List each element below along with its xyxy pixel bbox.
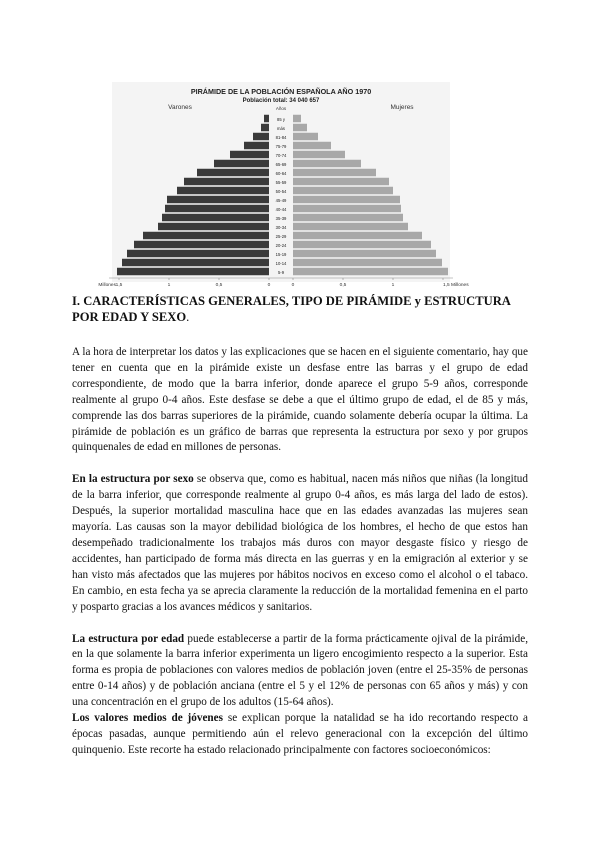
female-bar-30-34 <box>293 214 403 222</box>
chart-title: PIRÁMIDE DE LA POBLACIÓN ESPAÑOLA AÑO 1970 <box>190 87 372 96</box>
female-bar-0-4 <box>293 268 448 276</box>
pyramid-svg <box>98 82 469 288</box>
male-bar-25-29 <box>158 223 269 231</box>
paragraph-youth-values <box>72 711 528 759</box>
age-label: 15-19 <box>275 251 287 257</box>
age-label: más <box>277 125 285 131</box>
age-label: 30-34 <box>275 224 287 230</box>
age-structure-text: puede establecerse a partir de la forma prácticamente ojival de la pirámide, en la que solamente la barra inferior experimenta un ligero encogimiento respecto a la superior. Esta forma es propia de poblaciones con valores medios de población joven (entre el 25-35% de personas entre 0-14 años) y de población anciana (entre el 5 y el 12% de personas con 65 años y más) y con una concentración en el grupo de los adultos (15-64 años). <box>72 632 528 709</box>
male-bar-20-24 <box>143 232 269 240</box>
age-label: 5-9 <box>277 269 285 275</box>
x-tick-label: 0 <box>267 283 271 288</box>
x-tick-label: 1,5 Millones <box>443 283 469 288</box>
male-bar-65-69 <box>230 151 269 159</box>
female-bar-10-14 <box>293 250 436 258</box>
sex-structure-text: se observa que, como es habitual, nacen más niños que niñas (la longitud de la barra inferior, que corresponde realmente al grupo 0-4 años, es más larga del lado de estos). Después, la superior mortalidad masculina hace que en las edades avanzadas las mujeres sean mayoría. Las causas son la mayor debilidad biológica de los hombres, el hecho de que estos han desempeñado tradicionalmente los trabajos más duros con mayor desgaste físico y riesgo de accidentes, han participado de forma más directa en las guerras y en la emigración al exterior y se han visto más afectados que las mujeres por hábitos nocivos en exceso como el alcohol o el tabaco. En cambio, en esta fecha ya se aprecia claramente la reducción de la mortalidad femenina en el parto y posparto gracias a los avances médicos y sanitarios. <box>72 473 528 613</box>
population-pyramid-chart <box>98 82 469 288</box>
heading-end: . <box>186 310 190 324</box>
female-bar-25-29 <box>293 223 408 231</box>
sex-structure-lead: En la estructura por sexo <box>72 473 194 486</box>
years-header: Años <box>275 106 287 111</box>
heading-text: I. CARACTERÍSTICAS GENERALES, TIPO DE PIRÁMIDE y ESTRUCTURA POR EDAD Y SEXO <box>72 294 511 324</box>
male-bar-75-79 <box>253 133 269 141</box>
x-tick-label: 0,5 <box>215 283 223 288</box>
female-bar-60-64 <box>293 160 361 168</box>
age-label: 85 y <box>277 116 285 122</box>
male-bar-35-39 <box>165 205 269 213</box>
male-bar-15-19 <box>134 241 269 249</box>
female-bar-75-79 <box>293 133 318 141</box>
paragraph-sex-structure <box>72 472 528 615</box>
female-bar-40-44 <box>293 196 400 204</box>
males-label: Varones <box>168 104 192 111</box>
female-bar-80-84 <box>293 124 307 132</box>
age-label: 20-24 <box>275 242 287 248</box>
age-label: 50-54 <box>275 188 287 194</box>
female-bar-70-74 <box>293 142 331 150</box>
male-bar-80-84 <box>261 124 269 132</box>
x-tick-label: 0 <box>291 283 295 288</box>
age-label: 55-59 <box>275 179 287 185</box>
x-unit-label: Millones <box>98 283 116 288</box>
age-label: 10-14 <box>275 260 287 266</box>
male-bar-70-74 <box>244 142 269 150</box>
age-label: 45-49 <box>275 197 287 203</box>
age-label: 25-29 <box>275 233 287 239</box>
female-bar-5-9 <box>293 259 442 267</box>
male-bar-50-54 <box>184 178 269 186</box>
female-bar-50-54 <box>293 178 389 186</box>
male-bar-30-34 <box>162 214 269 222</box>
x-tick-label: 0,5 <box>339 283 347 288</box>
female-bar-15-19 <box>293 241 431 249</box>
age-label: 40-44 <box>275 206 287 212</box>
male-bar-60-64 <box>214 160 269 168</box>
age-label: 65-69 <box>275 161 287 167</box>
male-bar-45-49 <box>177 187 269 195</box>
male-bar-85-y-más <box>264 115 269 123</box>
age-label: 35-39 <box>275 215 287 221</box>
male-bar-10-14 <box>127 250 269 258</box>
youth-values-lead: Los valores medios de jóvenes <box>72 712 223 725</box>
document-body <box>72 293 528 775</box>
youth-values-text: se explican porque la natalidad se ha ido recortando respecto a épocas pasadas, aunque permitiendo aún el relevo generacional con la excepción del último quinquenio. Este recorte ha estado relacionado principalmente con factores socioeconómicos: <box>72 712 528 756</box>
male-bar-55-59 <box>197 169 269 177</box>
male-bar-40-44 <box>167 196 269 204</box>
x-tick-label: 1,5 <box>115 283 123 288</box>
paragraph-age-structure <box>72 632 528 712</box>
female-bar-85-y-más <box>293 115 301 123</box>
female-bar-65-69 <box>293 151 345 159</box>
section-heading <box>72 293 528 325</box>
male-bar-0-4 <box>117 268 269 276</box>
age-label: 75-79 <box>275 143 287 149</box>
age-label: 60-64 <box>275 170 287 176</box>
female-bar-35-39 <box>293 205 401 213</box>
paragraph-interpretation: A la hora de interpretar los datos y las explicaciones que se hacen en el siguiente comentario, hay que tener en cuenta que en la pirámide existe un desfase entre las barras y el grupo de edad correspondiente, de modo que la barra inferior, donde aparece el grupo 5-9 años, corresponde realmente al grupo 0-4 años. Este desfase se debe a que el último grupo de edad, el de 85 y más, comprende las dos barras superiores de la pirámide, cuando solamente debería ocupar la última. La pirámide de población es un gráfico de barras que representa la estructura por sexo y por grupos quinquenales de edad en millones de personas. <box>72 346 528 454</box>
female-bar-20-24 <box>293 232 422 240</box>
female-bar-45-49 <box>293 187 393 195</box>
male-bar-5-9 <box>122 259 269 267</box>
age-structure-lead: La estructura por edad <box>72 632 185 645</box>
x-tick-label: 1 <box>167 283 171 288</box>
chart-subtitle: Población total: 34 040 657 <box>242 98 320 104</box>
x-tick-label: 1 <box>391 283 395 288</box>
females-label: Mujeres <box>390 104 414 111</box>
age-label: 70-74 <box>275 152 287 158</box>
age-label: 81-84 <box>275 134 287 140</box>
female-bar-55-59 <box>293 169 376 177</box>
